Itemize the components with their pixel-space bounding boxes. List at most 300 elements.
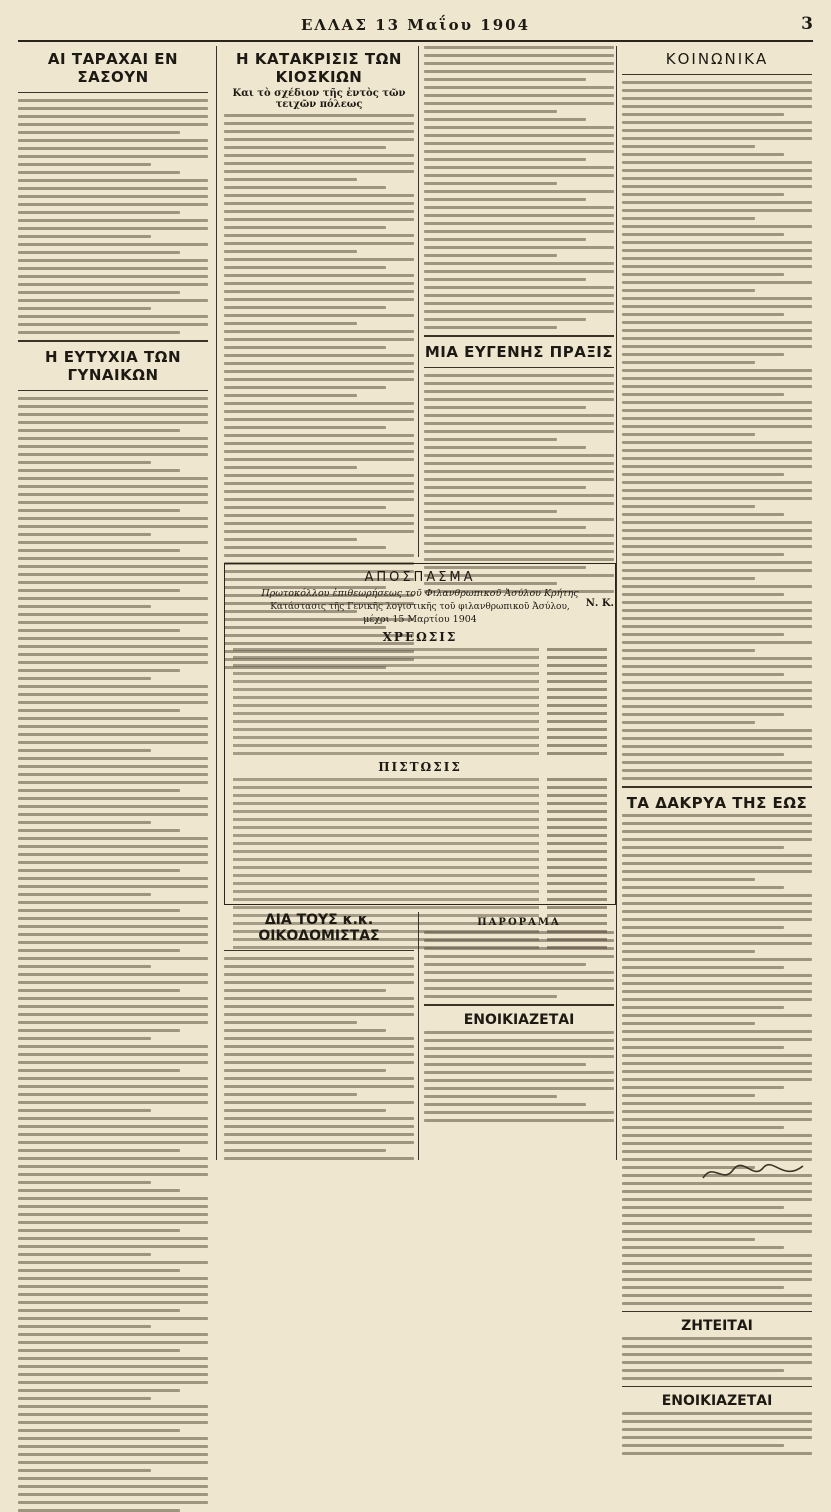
- ledger-amount: [547, 858, 607, 861]
- text-line: [18, 525, 208, 528]
- text-line: [224, 957, 414, 960]
- text-line: [622, 337, 812, 340]
- ledger-description: [233, 890, 539, 893]
- text-line: [424, 278, 586, 281]
- text-line: [18, 1173, 208, 1176]
- text-line: [622, 894, 812, 897]
- text-line: [424, 454, 614, 457]
- text-line: [424, 947, 614, 950]
- text-line: [622, 513, 784, 516]
- text-line: [424, 142, 614, 145]
- text-line: [622, 1262, 812, 1265]
- divider: [18, 340, 208, 342]
- text-line: [224, 330, 414, 333]
- text-line: [18, 163, 151, 166]
- text-line: [622, 1142, 812, 1145]
- text-line: [622, 97, 812, 100]
- text-line: [424, 995, 557, 998]
- ledger-row: [233, 735, 607, 739]
- text-line: [18, 981, 208, 984]
- text-line: [18, 901, 208, 904]
- ledger-amount: [547, 720, 607, 723]
- ledger-amount: [547, 696, 607, 699]
- divider: [18, 92, 208, 93]
- text-line: [18, 243, 208, 246]
- text-line: [622, 1294, 812, 1297]
- text-line: [224, 242, 414, 245]
- text-line: [224, 1117, 414, 1120]
- text-line: [224, 202, 414, 205]
- text-line: [224, 1045, 414, 1048]
- ledger-description: [233, 866, 539, 869]
- ledger-amount: [547, 744, 607, 747]
- ledger-description: [233, 704, 539, 707]
- text-line: [18, 1381, 208, 1384]
- ledger-amount: [547, 786, 607, 789]
- text-line: [18, 1085, 208, 1088]
- text-line: [18, 597, 208, 600]
- text-line: [18, 549, 180, 552]
- ledger-description: [233, 874, 539, 877]
- text-line: [622, 1190, 812, 1193]
- text-line: [224, 386, 386, 389]
- text-line: [622, 862, 812, 865]
- text-line: [622, 1302, 812, 1305]
- text-line: [224, 170, 414, 173]
- text-line: [424, 134, 614, 137]
- text-line: [622, 705, 812, 708]
- text-line: [18, 1333, 208, 1336]
- text-line: [224, 370, 414, 373]
- text-line: [224, 298, 414, 301]
- text-line: [622, 998, 812, 1001]
- text-line: [622, 321, 812, 324]
- text-line: [224, 402, 414, 405]
- article-body: [18, 99, 208, 334]
- text-line: [622, 225, 812, 228]
- text-line: [18, 621, 208, 624]
- text-line: [622, 886, 784, 889]
- text-line: [18, 637, 208, 640]
- text-line: [224, 1053, 414, 1056]
- text-line: [622, 910, 812, 913]
- text-line: [18, 405, 208, 408]
- text-line: [18, 789, 180, 792]
- text-line: [224, 989, 386, 992]
- text-line: [18, 1237, 208, 1240]
- text-line: [622, 473, 784, 476]
- text-line: [622, 305, 812, 308]
- text-line: [224, 186, 386, 189]
- text-line: [424, 286, 614, 289]
- text-line: [622, 625, 812, 628]
- ledger-row: [233, 663, 607, 667]
- text-line: [18, 1421, 208, 1424]
- text-line: [18, 861, 208, 864]
- text-line: [18, 1373, 208, 1376]
- text-line: [224, 258, 414, 261]
- text-line: [18, 693, 208, 696]
- box-subtitle: Πρωτοκόλλου ἐπιθεωρήσεως τοῦ Φιλανθρωπικοῦ Ἀσύλου Κρήτης: [261, 588, 579, 599]
- column-rule: [418, 46, 419, 557]
- text-line: [622, 777, 812, 780]
- bottom-right-block: [424, 912, 614, 1160]
- text-line: [18, 131, 180, 134]
- ledger-row: [233, 785, 607, 789]
- text-line: [18, 1197, 208, 1200]
- article-body: [424, 46, 614, 329]
- text-line: [18, 837, 208, 840]
- ledger-description: [233, 898, 539, 901]
- text-line: [224, 234, 414, 237]
- text-line: [622, 409, 812, 412]
- text-line: [622, 673, 784, 676]
- text-line: [622, 545, 812, 548]
- text-line: [424, 374, 614, 377]
- text-line: [424, 94, 614, 97]
- text-line: [622, 878, 755, 881]
- text-line: [622, 1006, 784, 1009]
- text-line: [224, 114, 414, 117]
- text-line: [622, 1278, 812, 1281]
- ledger-amount: [547, 736, 607, 739]
- text-line: [18, 1213, 208, 1216]
- text-line: [622, 177, 812, 180]
- text-line: [224, 434, 414, 437]
- text-line: [18, 211, 180, 214]
- text-line: [18, 1309, 180, 1312]
- text-line: [18, 323, 208, 326]
- text-line: [18, 645, 208, 648]
- ledger-row: [233, 889, 607, 893]
- text-line: [18, 235, 151, 238]
- ledger-row: [233, 695, 607, 699]
- text-line: [18, 909, 180, 912]
- text-line: [18, 1485, 208, 1488]
- text-line: [622, 641, 812, 644]
- text-line: [622, 814, 812, 817]
- ledger-row: [233, 881, 607, 885]
- text-line: [18, 1125, 208, 1128]
- text-line: [224, 274, 414, 277]
- text-line: [424, 190, 614, 193]
- text-line: [424, 486, 586, 489]
- text-line: [622, 449, 812, 452]
- ledger-amount: [547, 712, 607, 715]
- text-line: [224, 306, 386, 309]
- debit-heading: ΧΡΕΩΣΙΣ: [382, 630, 458, 644]
- text-line: [18, 1501, 208, 1504]
- text-line: [18, 989, 180, 992]
- text-line: [424, 1103, 586, 1106]
- page-number: 3: [801, 14, 813, 34]
- ledger-description: [233, 744, 539, 747]
- text-line: [424, 1047, 614, 1050]
- text-line: [622, 113, 784, 116]
- text-line: [622, 830, 812, 833]
- ledger-amount: [547, 826, 607, 829]
- text-line: [224, 154, 414, 157]
- text-line: [224, 122, 414, 125]
- ledger-row: [233, 897, 607, 901]
- text-line: [18, 115, 208, 118]
- text-line: [18, 123, 208, 126]
- text-line: [424, 971, 614, 974]
- text-line: [224, 226, 386, 229]
- text-line: [622, 81, 812, 84]
- divider: [622, 786, 812, 788]
- text-line: [18, 869, 180, 872]
- text-line: [18, 677, 151, 680]
- text-line: [224, 458, 414, 461]
- text-line: [224, 514, 414, 517]
- text-line: [18, 1253, 151, 1256]
- text-line: [224, 546, 386, 549]
- text-line: [224, 981, 414, 984]
- ledger-description: [233, 680, 539, 683]
- text-line: [424, 174, 614, 177]
- text-line: [18, 99, 208, 102]
- text-line: [18, 629, 180, 632]
- text-line: [424, 262, 614, 265]
- ledger-amount: [547, 778, 607, 781]
- text-line: [18, 829, 180, 832]
- text-line: [224, 130, 414, 133]
- text-line: [622, 201, 812, 204]
- text-line: [622, 561, 812, 564]
- text-line: [424, 254, 557, 257]
- text-line: [224, 965, 414, 968]
- text-line: [224, 1149, 386, 1152]
- text-line: [224, 210, 414, 213]
- text-line: [424, 510, 557, 513]
- text-line: [18, 877, 208, 880]
- text-line: [622, 313, 784, 316]
- divider: [224, 950, 414, 951]
- ledger-amount: [547, 794, 607, 797]
- text-line: [622, 537, 812, 540]
- text-line: [18, 299, 208, 302]
- text-line: [18, 949, 180, 952]
- text-line: [424, 558, 614, 561]
- debit-rows: [225, 647, 615, 755]
- text-line: [424, 955, 614, 958]
- text-line: [622, 918, 812, 921]
- ledger-row: [233, 793, 607, 797]
- text-line: [224, 1101, 414, 1104]
- text-line: [18, 725, 208, 728]
- text-line: [18, 1317, 208, 1320]
- text-line: [622, 1150, 812, 1153]
- text-line: [18, 267, 208, 270]
- text-line: [224, 1133, 414, 1136]
- text-line: [622, 737, 812, 740]
- text-line: [622, 497, 812, 500]
- text-line: [224, 162, 414, 165]
- text-line: [622, 1094, 755, 1097]
- text-line: [622, 950, 755, 953]
- text-line: [224, 973, 414, 976]
- handwritten-signature: [699, 1158, 809, 1190]
- article-headline: Η ΕΥΤΥΧΙΑ ΤΩΝ ΓΥΝΑΙΚΩΝ: [45, 348, 181, 384]
- text-line: [622, 697, 812, 700]
- ledger-row: [233, 751, 607, 755]
- text-line: [622, 553, 784, 556]
- text-line: [622, 870, 812, 873]
- text-line: [224, 178, 357, 181]
- text-line: [18, 1109, 151, 1112]
- text-line: [224, 378, 414, 381]
- text-line: [622, 193, 784, 196]
- ledger-row: [233, 865, 607, 869]
- text-line: [622, 1238, 755, 1241]
- text-line: [18, 957, 208, 960]
- text-line: [18, 421, 208, 424]
- text-line: [18, 533, 151, 536]
- ledger-amount: [547, 704, 607, 707]
- text-line: [224, 554, 414, 557]
- text-line: [18, 1149, 180, 1152]
- text-line: [424, 430, 614, 433]
- text-line: [424, 1095, 557, 1098]
- text-line: [424, 126, 614, 129]
- text-line: [18, 1469, 151, 1472]
- text-line: [18, 139, 208, 142]
- ledger-description: [233, 656, 539, 659]
- text-line: [424, 246, 614, 249]
- ledger-description: [233, 664, 539, 667]
- text-line: [224, 1005, 414, 1008]
- text-line: [622, 1345, 812, 1348]
- text-line: [622, 753, 784, 756]
- text-line: [18, 1093, 208, 1096]
- ledger-row: [233, 777, 607, 781]
- text-line: [18, 997, 208, 1000]
- ledger-amount: [547, 842, 607, 845]
- text-line: [224, 482, 414, 485]
- text-line: [18, 917, 208, 920]
- text-line: [18, 973, 208, 976]
- text-line: [424, 294, 614, 297]
- text-line: [622, 273, 784, 276]
- text-line: [622, 281, 812, 284]
- text-line: [18, 853, 208, 856]
- text-line: [424, 166, 614, 169]
- text-line: [18, 765, 208, 768]
- text-line: [622, 1353, 812, 1356]
- text-line: [18, 925, 208, 928]
- text-line: [18, 669, 180, 672]
- text-line: [622, 505, 755, 508]
- text-line: [424, 118, 586, 121]
- text-line: [622, 1369, 784, 1372]
- text-line: [622, 233, 784, 236]
- text-line: [18, 1157, 208, 1160]
- column-4: [622, 46, 812, 1409]
- text-line: [622, 1062, 812, 1065]
- text-line: [622, 838, 812, 841]
- box-subtitle-2: Κατάστασις τῆς Γενικῆς λογιστικῆς τοῦ φιλανθρωπικοῦ Ἀσύλου,: [270, 602, 570, 612]
- text-line: [622, 1452, 812, 1455]
- text-line: [622, 297, 812, 300]
- financial-statement-box: [224, 563, 616, 905]
- text-line: [622, 990, 812, 993]
- column-3: [424, 46, 614, 609]
- text-line: [18, 1341, 208, 1344]
- text-line: [18, 941, 208, 944]
- text-line: [622, 153, 784, 156]
- text-line: [622, 329, 812, 332]
- article-headline: ΔΙΑ ΤΟΥΣ κ.κ. ΟΙΚΟΔΟΜΙΣΤΑΣ: [258, 912, 380, 944]
- column-rule: [616, 46, 617, 1160]
- text-line: [18, 757, 208, 760]
- text-line: [622, 926, 784, 929]
- ledger-row: [233, 655, 607, 659]
- ledger-description: [233, 802, 539, 805]
- text-line: [424, 1055, 614, 1058]
- text-line: [424, 462, 614, 465]
- text-line: [18, 805, 208, 808]
- text-line: [622, 1230, 812, 1233]
- ledger-amount: [547, 648, 607, 651]
- ledger-description: [233, 906, 539, 909]
- text-line: [622, 417, 812, 420]
- text-line: [18, 517, 208, 520]
- text-line: [18, 429, 180, 432]
- ad-heading: ΖΗΤΕΙΤΑΙ: [681, 1318, 753, 1334]
- text-line: [224, 218, 414, 221]
- text-line: [224, 506, 386, 509]
- text-line: [622, 1444, 784, 1447]
- text-line: [224, 394, 357, 397]
- text-line: [18, 653, 208, 656]
- text-line: [18, 1285, 208, 1288]
- text-line: [18, 613, 208, 616]
- text-line: [224, 1125, 414, 1128]
- text-line: [622, 665, 812, 668]
- text-line: [18, 1021, 208, 1024]
- text-line: [18, 171, 180, 174]
- credit-heading: ΠΙΣΤΩΣΙΣ: [378, 760, 462, 774]
- box-date: μέχρι 15 Μαρτίου 1904: [363, 614, 477, 625]
- text-line: [18, 1429, 180, 1432]
- text-line: [224, 354, 414, 357]
- ledger-description: [233, 786, 539, 789]
- article-body: [18, 397, 208, 1512]
- text-line: [424, 422, 614, 425]
- text-line: [224, 282, 414, 285]
- ledger-row: [233, 743, 607, 747]
- text-line: [18, 203, 208, 206]
- text-line: [18, 1301, 208, 1304]
- text-line: [224, 1157, 414, 1160]
- ledger-amount: [547, 672, 607, 675]
- text-line: [18, 781, 208, 784]
- text-line: [424, 222, 614, 225]
- divider: [424, 335, 614, 337]
- text-line: [18, 749, 151, 752]
- text-line: [18, 845, 208, 848]
- text-line: [622, 1046, 784, 1049]
- ledger-description: [233, 648, 539, 651]
- text-line: [424, 70, 614, 73]
- text-line: [622, 265, 812, 268]
- text-line: [622, 1198, 812, 1201]
- masthead-title: ΕΛΛΑΣ 13 Μαΐου 1904: [300, 16, 531, 34]
- divider: [18, 390, 208, 391]
- text-line: [622, 1206, 784, 1209]
- text-line: [424, 939, 614, 942]
